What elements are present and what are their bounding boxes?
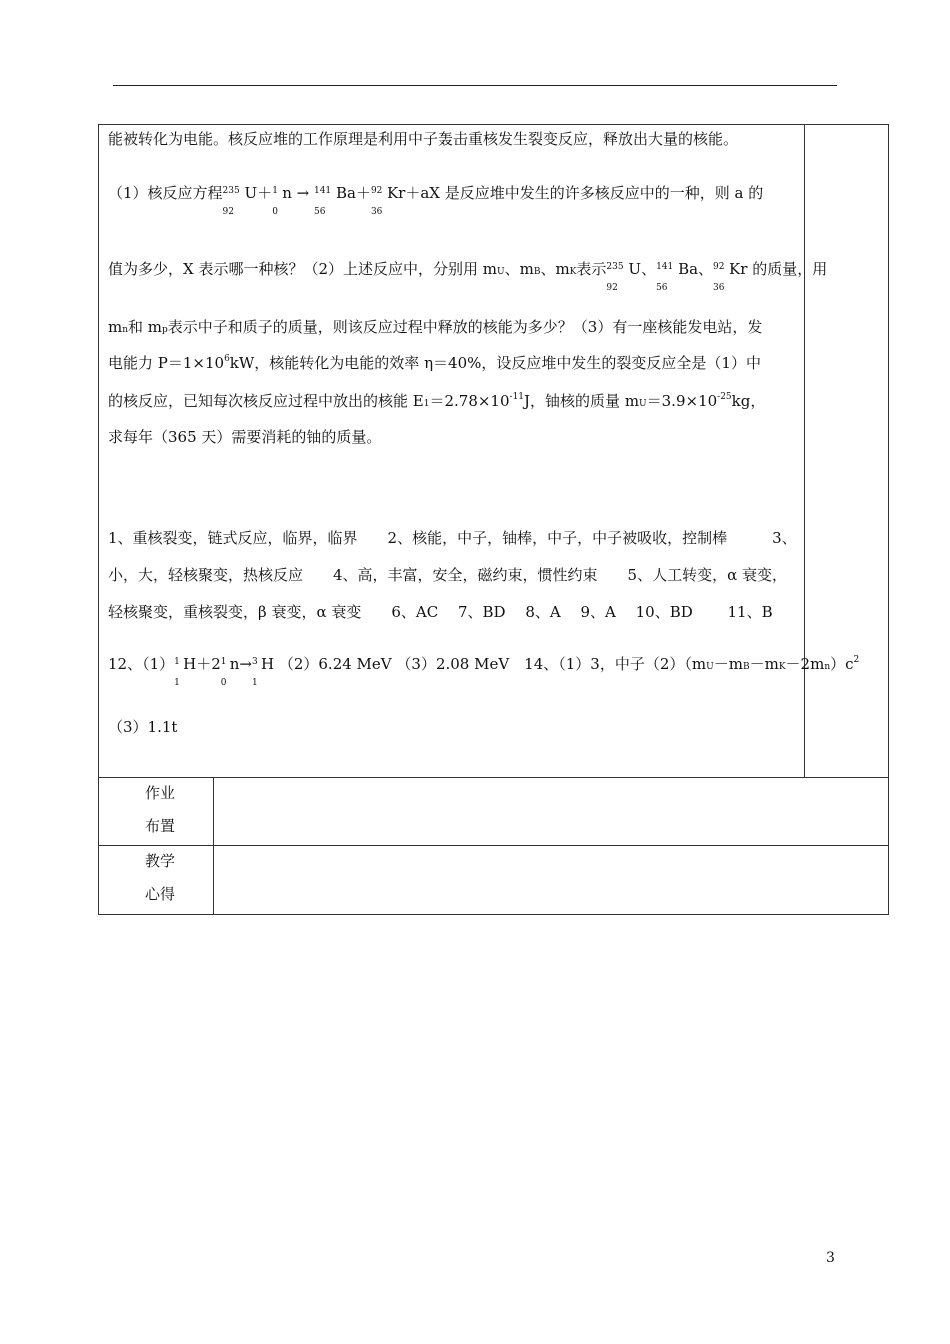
content-table (98, 124, 889, 915)
answer-line-4: 12、（1） 1 1 H＋2 1 0 n→ 3 1 H （2）6.24 MeV （3）2.08 MeV 14、（1）3，中子$(2)(mU-mB-mK-2mn)c^2$ (108, 655, 860, 688)
right-column-divider (804, 124, 805, 778)
page-number: 3 (826, 1250, 835, 1266)
problem-line-4: mn和 mp表示中子和质子的质量，则该反应过程中释放的核能为多少？（3）有一座核能发电站，发 (108, 318, 763, 336)
homework-label-1: 作业 (144, 784, 175, 802)
problem-line-7: 求每年（365 天）需要消耗的铀的质量。 (108, 428, 382, 446)
problem-line-1: 能被转化为电能。核反应堆的工作原理是利用中子轰击重核发生裂变反应，释放出大量的核能。 (108, 130, 739, 148)
reflection-label-1: 教学 (144, 852, 175, 870)
problem-line-3: 值为多少，X 表示哪一种核？（2）上述反应中，分别用 mU、mB、mK表示 235 92 U、 141 56 Ba、 92 36 Kr 的质量，用 (108, 260, 828, 293)
problem-line-2: （1）核反应方程 235 92 U＋ 1 0 n → 141 56 Ba＋ 92 36 Kr＋aX 是反应堆中发生的许多核反应中的一种，则 a 的 (108, 184, 764, 217)
reflection-label-2: 心得 (144, 885, 175, 903)
answer-line-5: （3）1.1t (108, 718, 178, 736)
header-rule (113, 85, 837, 86)
answer-line-1: 1、重核裂变，链式反应，临界，临界 2、核能，中子，铀棒，中子，中子被吸收，控制棒 3、 (108, 529, 797, 547)
row-divider-1 (98, 777, 889, 778)
homework-label-2: 布置 (144, 817, 175, 835)
row-divider-2 (98, 845, 889, 846)
label-column-divider (213, 777, 214, 915)
problem-line-6: 的核反应，已知每次核反应过程中放出的核能 $E1=2.78\times 10^{-11}J$，铀核的质量 $mU=3.9\times 10^{-25}kg$， (108, 392, 766, 410)
problem-line-5: 电能力 $P=1\times 10^6kW$，核能转化为电能的效率 η＝40%，设反应堆中发生的裂变反应全是（1）中 (108, 354, 761, 372)
answer-line-3: 轻核聚变，重核裂变，β 衰变，α 衰变 6、AC 7、BD 8、A 9、A 10、BD 11、B (108, 603, 773, 621)
answer-line-2: 小，大，轻核聚变，热核反应 4、高，丰富，安全，磁约束，惯性约束 5、人工转变，α 衰变， (108, 566, 787, 584)
